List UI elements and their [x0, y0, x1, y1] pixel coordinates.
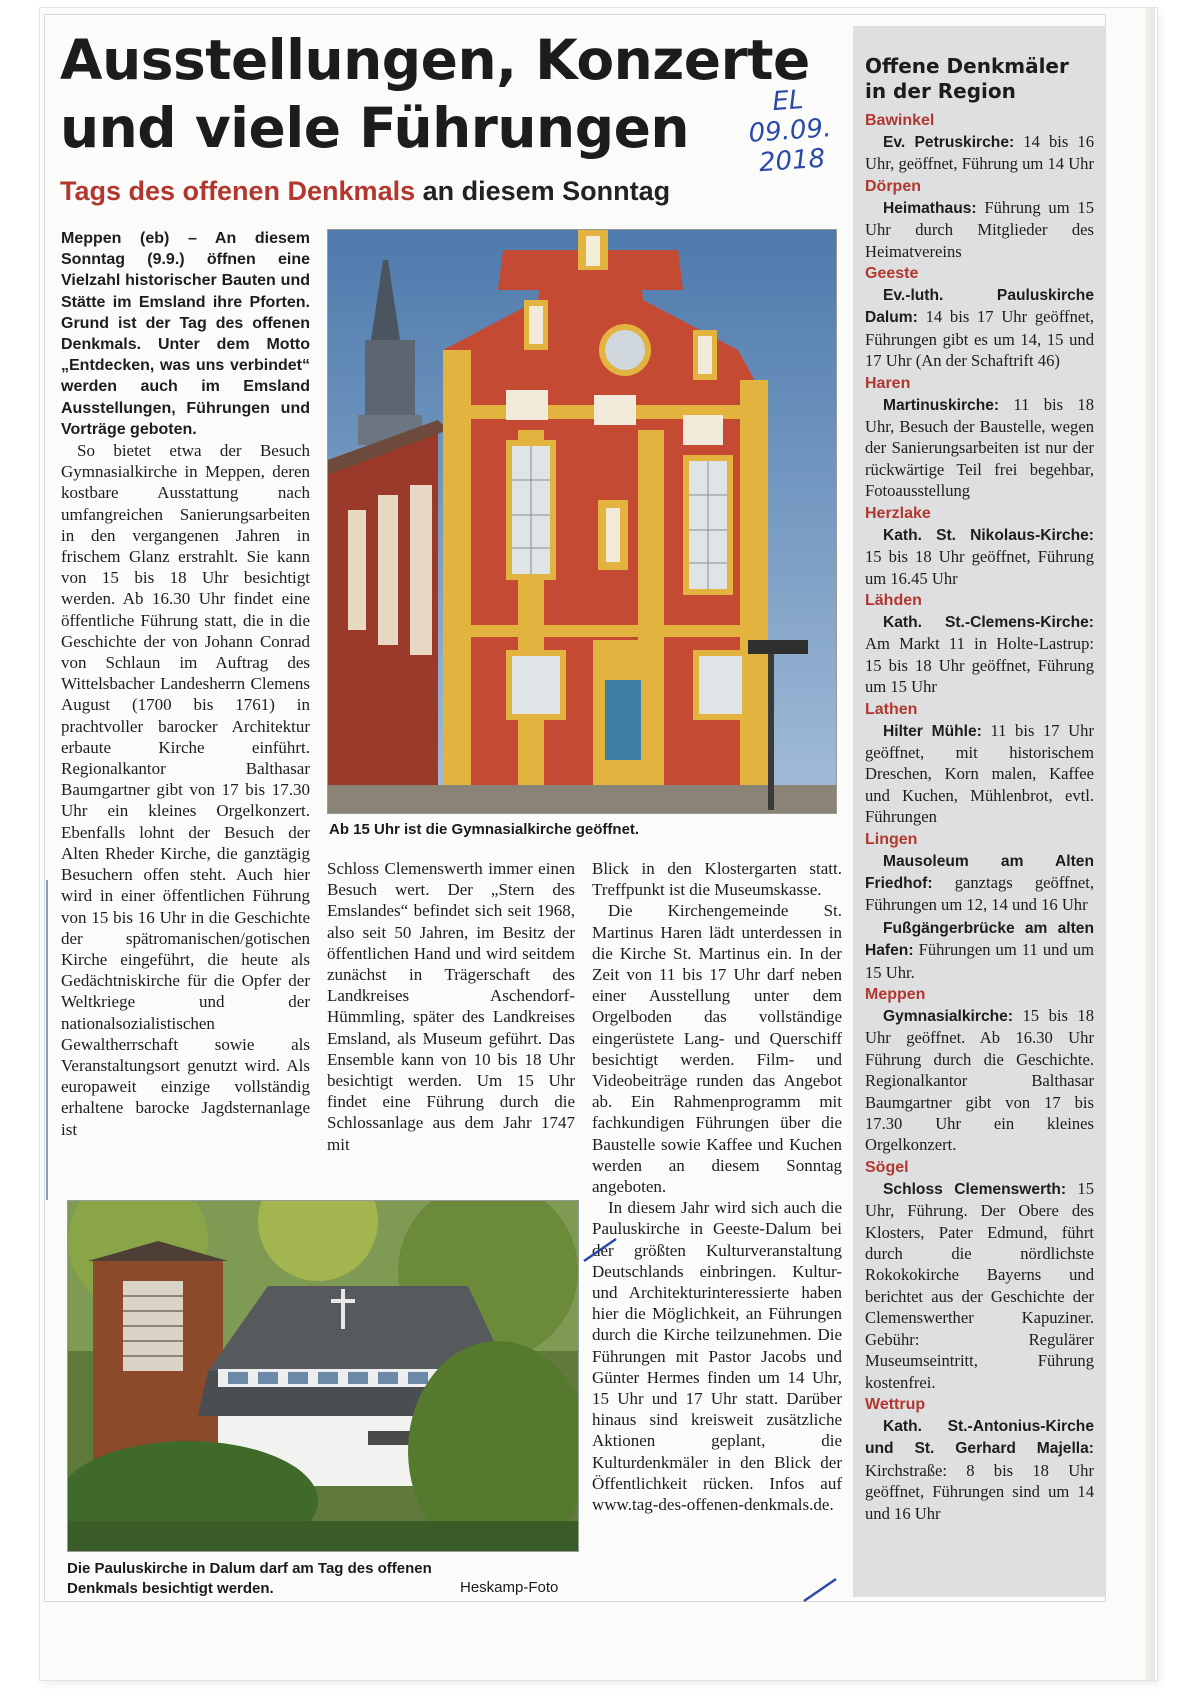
article-column-3-paragraph-3: In diesem Jahr wird sich auch die Pauluskirche in Geeste-Dalum bei der größten Kulturveranstaltung Deutschlands einbringen. Kultur- und Architekturinteressierte haben hier die Möglichkeit, an Führungen durch die Kirche teilzunehmen. Die Führungen mit Pastor Jacobs und Günter Hermes finden um 14 Uhr, 15 Uhr und 17 Uhr statt. Darüber hinaus sind kreisweit zusätzliche Aktionen geplant, die Kulturdenkmäler in den Blick der Öffentlichkeit rücken. Infos auf www.tag-des-offenen-denkmals.de.	[592, 1198, 842, 1515]
sidebar-place-0: Bawinkel	[865, 112, 935, 129]
headline-line-2: und viele Führungen	[60, 96, 690, 160]
sidebar-entry-2	[865, 284, 1094, 372]
sidebar-site-details: 11 bis 18 Uhr, Besuch der Baustelle, wegen der Sanierungsarbeiten ist nur der rückwärtige Teil frei begehbar, Fotoausstellung	[865, 394, 1094, 501]
sidebar-site-details: Führung um 15 Uhr durch Mitglieder des Heimatvereins	[865, 197, 1094, 261]
church-photo-caption: Ab 15 Uhr ist die Gymnasialkirche geöffnet.	[329, 821, 640, 838]
sidebar-site-name: Ev.-luth. Pauluskirche Dalum:	[865, 287, 1094, 327]
sidebar-site-name: Martinuskirche:	[883, 396, 1000, 414]
sidebar-site-name: Fußgängerbrücke am alten Hafen:	[865, 919, 1094, 960]
sidebar-site-name: Hilter Mühle:	[883, 722, 982, 740]
headline	[60, 26, 810, 162]
sidebar-site-details: 14 bis 17 Uhr geöffnet, Führungen gibt es um 14, 15 und 17 Uhr (An der Schaftrift 46)	[865, 307, 1094, 371]
sidebar-site-name: Kath. St.-Clemens-Kirche:	[883, 613, 1094, 631]
sidebar-site-details: Am Markt 11 in Holte-Lastrup: 15 bis 18 Uhr geöffnet, Führung um 15 Uhr	[865, 634, 1094, 697]
pauluskirche-photo-caption: Die Pauluskirche in Dalum darf am Tag des offenen Denkmals besichtigt werden.	[67, 1560, 432, 1597]
sidebar-site-name: Schloss Clemenswerth:	[883, 1180, 1067, 1198]
sidebar-entry-0	[865, 131, 1094, 175]
sidebar-place-11: Wettrup	[865, 1395, 926, 1413]
church-facade-illustration	[328, 230, 836, 813]
sidebar-entry-5	[865, 611, 1094, 698]
sidebar-site-details: Führungen um 11 und um 15 Uhr.	[865, 940, 1094, 982]
sidebar-site-name: Kath. St. Nikolaus-Kirche:	[883, 526, 1094, 544]
handwritten-line-2: 09.09.	[747, 113, 833, 149]
sidebar-title: Offene Denkmäler in der Region	[865, 54, 1069, 103]
paper-edge	[1145, 8, 1155, 1680]
subheadline	[60, 176, 670, 207]
handwritten-line-3: 2018	[758, 143, 827, 179]
sidebar-open-monuments	[853, 26, 1106, 1597]
sidebar-site-details: Kirchstraße: 8 bis 18 Uhr geöffnet, Führungen sind um 14 und 16 Uhr	[865, 1460, 1094, 1523]
sidebar-entry-9	[865, 1005, 1094, 1156]
sidebar-site-details: 15 bis 18 Uhr geöffnet, Führung um 16.45 Uhr	[865, 547, 1094, 588]
sidebar-site-details: 14 bis 16 Uhr, geöffnet, Führung um 14 Uhr	[865, 132, 1095, 174]
subhead-highlight: Tags des offenen Denkmals	[60, 176, 416, 206]
sidebar-place-9: Meppen	[865, 986, 926, 1003]
sidebar-entry-3	[865, 394, 1094, 502]
article-column-2	[327, 858, 575, 1155]
sidebar-site-details: 15 Uhr, Führung. Der Obere des Klosters, Pater Edmund, führt durch die nördlichste Rokokokirche Bayerns und berichtet aus der Geschichte der Clemenswerther Kapuziner. Gebühr: Regulärer Museumseintritt, Führung kostenfrei.	[865, 1178, 1094, 1392]
sidebar-place-4: Herzlake	[865, 504, 931, 522]
headline-line-1: Ausstellungen, Konzerte	[60, 28, 810, 92]
article-column-1	[61, 228, 310, 1140]
sidebar-place-6: Lathen	[865, 700, 918, 718]
article-paragraph-1: So bietet etwa der Besuch Gymnasialkirche in Meppen, deren kostbare Ausstattung nach umfangreichen Sanierungsarbeiten in den vergangenen Jahren in frischem Glanz erstrahlt. Sie kann von 15 bis 18 Uhr besichtigt werden. Ab 16.30 Uhr findet eine öffentliche Führung statt, die in die Geschichte der von Johann Conrad von Schlaun im Auftrag des Wittelsbacher Landesherrn Clemens August (1700 bis 1761) in prachtvoller barocker Architektur erbaute Kirche einführt. Regionalkantor Balthasar Baumgartner gibt von 17 bis 17.30 Uhr ein kleines Orgelkonzert. Ebenfalls lohnt der Besuch der Alten Rheder Kirche, die ganztägig Besuchern offen steht. Auch hier wird in einer öffentlichen Führung von 15 bis 16 Uhr in die Geschichte der spätromanischen/gotischen Kirche eingeführt, die heute als Gedächtniskirche für die Opfer der Weltkriege und der nationalsozialistischen Gewaltherrschaft sowie als Veranstaltungsort genutzt wird. Als europaweit einzige vollständig erhaltene barocke Jagdsternanlage ist	[61, 441, 310, 1139]
article-column-3	[592, 858, 842, 1515]
sidebar-site-name: Gymnasialkirche:	[883, 1008, 1014, 1025]
sidebar-entry-6	[865, 720, 1094, 828]
sidebar-place-10: Sögel	[865, 1158, 909, 1176]
pauluskirche-photo	[67, 1200, 579, 1552]
margin-marking	[46, 880, 48, 1200]
sidebar-place-5: Lähden	[865, 591, 922, 609]
sidebar-site-name: Kath. St.-Antonius-Kirche und St. Gerhard Majella:	[865, 1417, 1094, 1458]
sidebar-entry-10	[865, 1178, 1094, 1393]
article-column-3-paragraph-2: Die Kirchengemeinde St. Martinus Haren lädt unterdessen in die Kirche St. Martinus ein. In der Zeit von 11 bis 17 Uhr darf neben einer Ausstellung unter dem Orgelboden das vollständige eingerüstete Lang- und Querschiff besichtigt werden. Film- und Videobeiträge runden das Angebot ab. Ein Rahmenprogramm mit fachkundigen Führungen über die Baustelle sowie Kaffee und Kuchen werden an diesem Sonntag angeboten.	[592, 901, 842, 1197]
handwritten-date-note	[727, 82, 853, 180]
sidebar-site-name: Ev. Petruskirche:	[883, 134, 1015, 151]
sidebar-entry-7	[865, 850, 1094, 916]
photo-credit: Heskamp-Foto	[460, 1579, 559, 1596]
sidebar-entry-4	[865, 524, 1094, 589]
handwritten-line-1: EL	[771, 85, 805, 118]
sidebar-site-details: 11 bis 17 Uhr geöffnet, mit historischem Dreschen, Korn malen, Kaffee und Kuchen, Mühlenbrot, evtl. Führungen	[865, 720, 1094, 827]
sidebar-site-details: ganztags geöffnet, Führungen um 12, 14 und 16 Uhr	[865, 872, 1094, 915]
article-column-3-paragraph-1: Blick in den Klostergarten statt. Treffpunkt ist die Museumskasse.	[592, 859, 842, 900]
sidebar-entry-list	[865, 110, 1094, 1524]
sidebar-site-details: 15 bis 18 Uhr geöffnet. Ab 16.30 Uhr Führung durch die Geschichte. Regionalkantor Balthasar Baumgartner gibt von 17 bis 17.30 Uhr ein kleines Orgelkonzert.	[865, 1006, 1094, 1155]
pauluskirche-illustration	[68, 1201, 578, 1551]
gymnasialkirche-photo	[327, 229, 837, 814]
sidebar-site-name: Heimathaus:	[883, 199, 977, 217]
sidebar-place-3: Haren	[865, 374, 911, 392]
sidebar-place-7: Lingen	[865, 830, 918, 848]
article-column-2-text: Schloss Clemenswerth immer einen Besuch wert. Der „Stern des Emslandes“ befindet sich seit 1968, also seit 50 Jahren, im Besitz der öffentlichen Hand und wird seitdem zunächst in Trägerschaft des Landkreises Aschendorf-Hümmling, später des Landkreises Emsland, als Museum geführt. Das Ensemble kann von 10 bis 18 Uhr besichtigt werden. Um 15 Uhr findet eine Führung durch die Schlossanlage aus dem Jahr 1747 mit	[327, 859, 575, 1154]
sidebar-place-1: Dörpen	[865, 177, 921, 195]
handwritten-checkmark	[580, 1235, 620, 1265]
handwritten-checkmark-end	[800, 1575, 840, 1605]
sidebar-entry-8	[865, 917, 1094, 983]
sidebar-entry-1	[865, 197, 1094, 262]
subhead-rest: an diesem Sonntag	[415, 176, 671, 206]
sidebar-site-name: Mausoleum am Alten Friedhof:	[865, 852, 1094, 892]
article-lead: Meppen (eb) – An diesem Sonntag (9.9.) öffnen eine Vielzahl historischer Bauten und Stätte im Emsland ihre Pforten. Grund ist der Tag des offenen Denkmals. Unter dem Motto „Entdecken, was uns verbindet“ werden auch im Emsland Ausstellungen, Führungen und Vorträge geboten.	[61, 230, 310, 438]
sidebar-entry-11	[865, 1415, 1094, 1524]
sidebar-place-2: Geeste	[865, 265, 919, 283]
